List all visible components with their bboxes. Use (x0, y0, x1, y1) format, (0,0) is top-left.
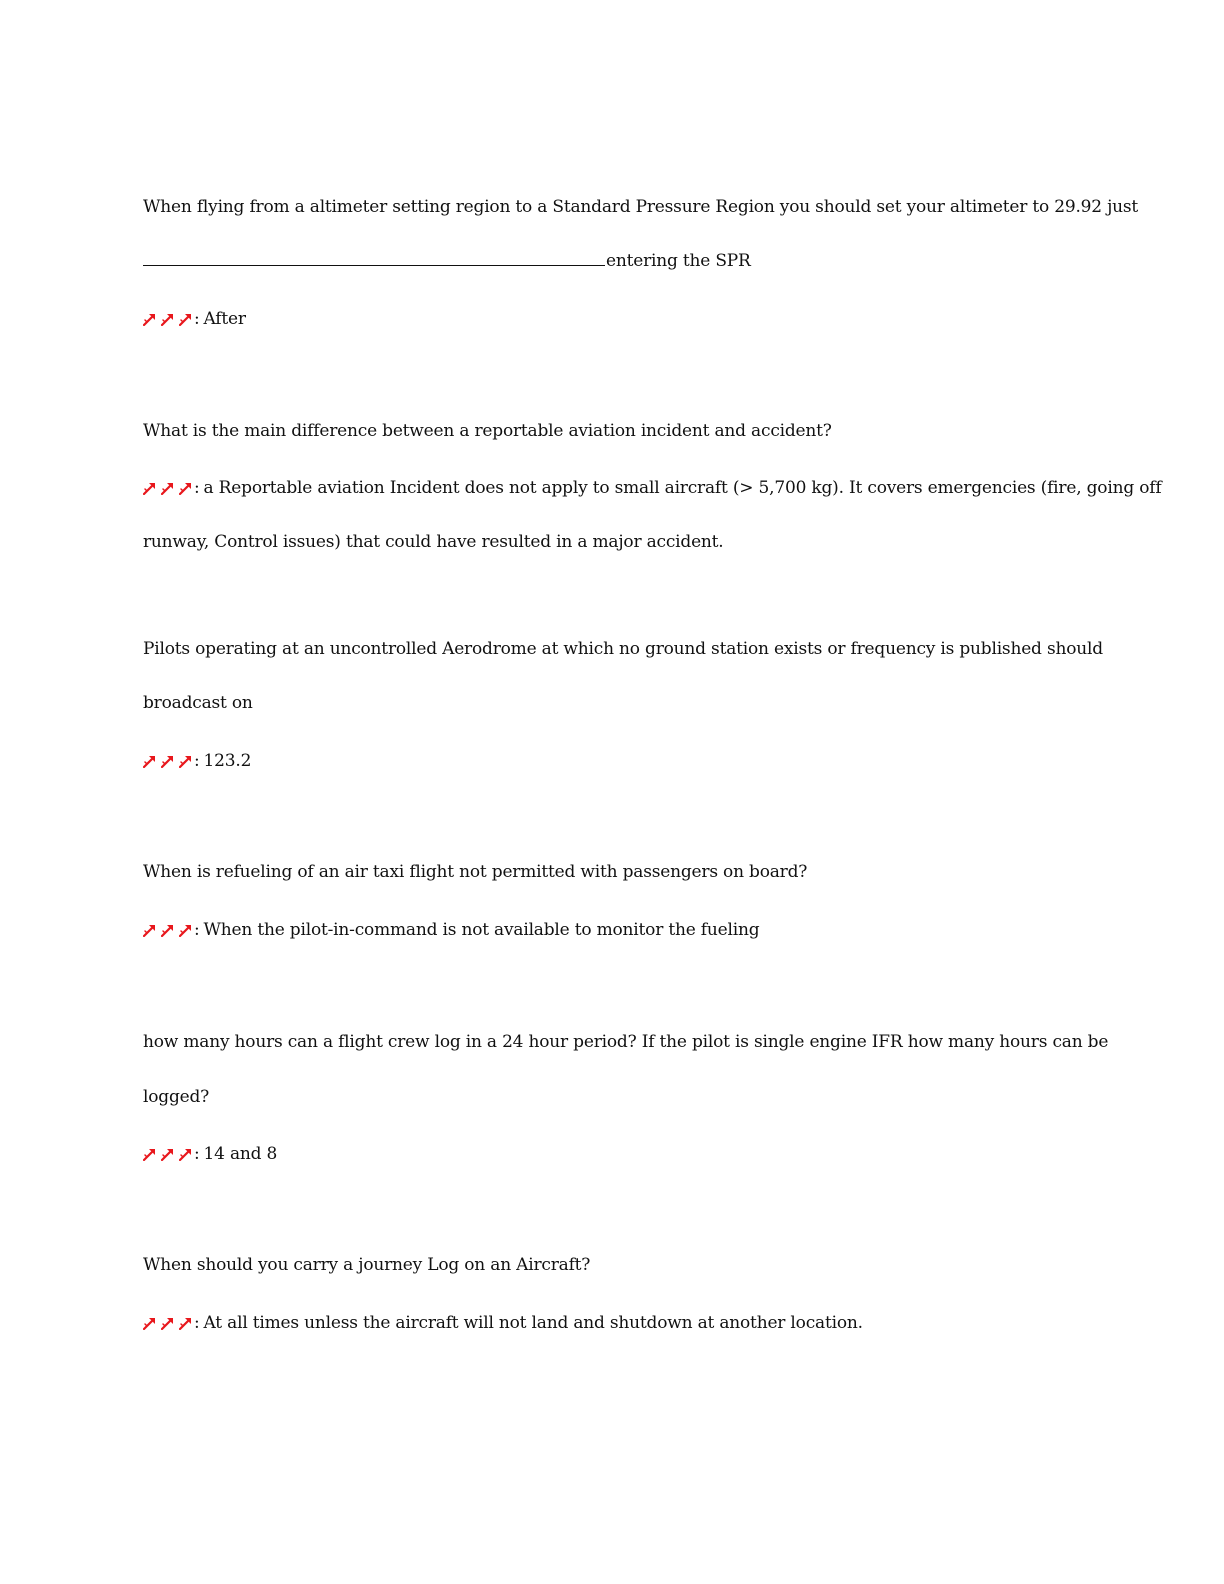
red-arrow-icon (179, 754, 193, 768)
answer-6-text: At all times unless the aircraft will not land and shutdown at another location. (203, 1313, 863, 1333)
answer-marker (143, 754, 193, 768)
question-5-line-1: how many hours can a flight crew log in a 24 hour period? If the pilot is single engine IFR how many hours can be (143, 1032, 1109, 1052)
answer-separator: : (194, 1313, 200, 1333)
question-1-line-1: When flying from a altimeter setting region to a Standard Pressure Region you should set your altimeter to 29.92 just (143, 197, 1139, 217)
question-3-line-2: broadcast on (143, 693, 253, 713)
red-arrow-icon (161, 312, 175, 326)
red-arrow-icon (143, 923, 157, 937)
red-arrow-icon (143, 1147, 157, 1161)
fill-in-blank (143, 251, 605, 266)
red-arrow-icon (161, 923, 175, 937)
answer-3-text: 123.2 (203, 751, 252, 771)
answer-separator: : (194, 309, 200, 329)
red-arrow-icon (161, 1147, 175, 1161)
answer-marker (143, 1147, 193, 1161)
answer-separator: : (194, 478, 200, 498)
question-3-line-1: Pilots operating at an uncontrolled Aerodrome at which no ground station exists or frequency is published should (143, 639, 1103, 659)
answer-2-continuation: runway, Control issues) that could have resulted in a major accident. (143, 532, 724, 552)
red-arrow-icon (179, 312, 193, 326)
red-arrow-icon (179, 481, 193, 495)
red-arrow-icon (143, 754, 157, 768)
question-4-line-1: When is refueling of an air taxi flight not permitted with passengers on board? (143, 862, 808, 882)
answer-5 (143, 1143, 277, 1165)
answer-separator: : (194, 920, 200, 940)
answer-2-text: a Reportable aviation Incident does not apply to small aircraft (> 5,700 kg). It covers emergencies (fire, going off (203, 478, 1162, 498)
question-6-line-1: When should you carry a journey Log on an Aircraft? (143, 1255, 591, 1275)
question-1-line-2-text: entering the SPR (606, 251, 751, 271)
red-arrow-icon (143, 312, 157, 326)
question-5-line-2: logged? (143, 1087, 210, 1107)
answer-1-text: After (203, 309, 246, 329)
answer-2 (143, 477, 1161, 499)
red-arrow-icon (161, 754, 175, 768)
answer-4 (143, 919, 759, 941)
answer-marker (143, 481, 193, 495)
red-arrow-icon (143, 1316, 157, 1330)
red-arrow-icon (179, 1316, 193, 1330)
red-arrow-icon (179, 1147, 193, 1161)
answer-5-text: 14 and 8 (203, 1144, 278, 1164)
question-2-line-1: What is the main difference between a reportable aviation incident and accident? (143, 421, 832, 441)
answer-separator: : (194, 1144, 200, 1164)
answer-3 (143, 750, 251, 772)
red-arrow-icon (179, 923, 193, 937)
red-arrow-icon (161, 481, 175, 495)
answer-4-text: When the pilot-in-command is not available to monitor the fueling (203, 920, 760, 940)
answer-marker (143, 923, 193, 937)
answer-1 (143, 308, 246, 330)
answer-6 (143, 1312, 863, 1334)
red-arrow-icon (161, 1316, 175, 1330)
answer-marker (143, 1316, 193, 1330)
answer-marker (143, 312, 193, 326)
red-arrow-icon (143, 481, 157, 495)
question-1-line-2 (143, 250, 751, 272)
answer-separator: : (194, 751, 200, 771)
